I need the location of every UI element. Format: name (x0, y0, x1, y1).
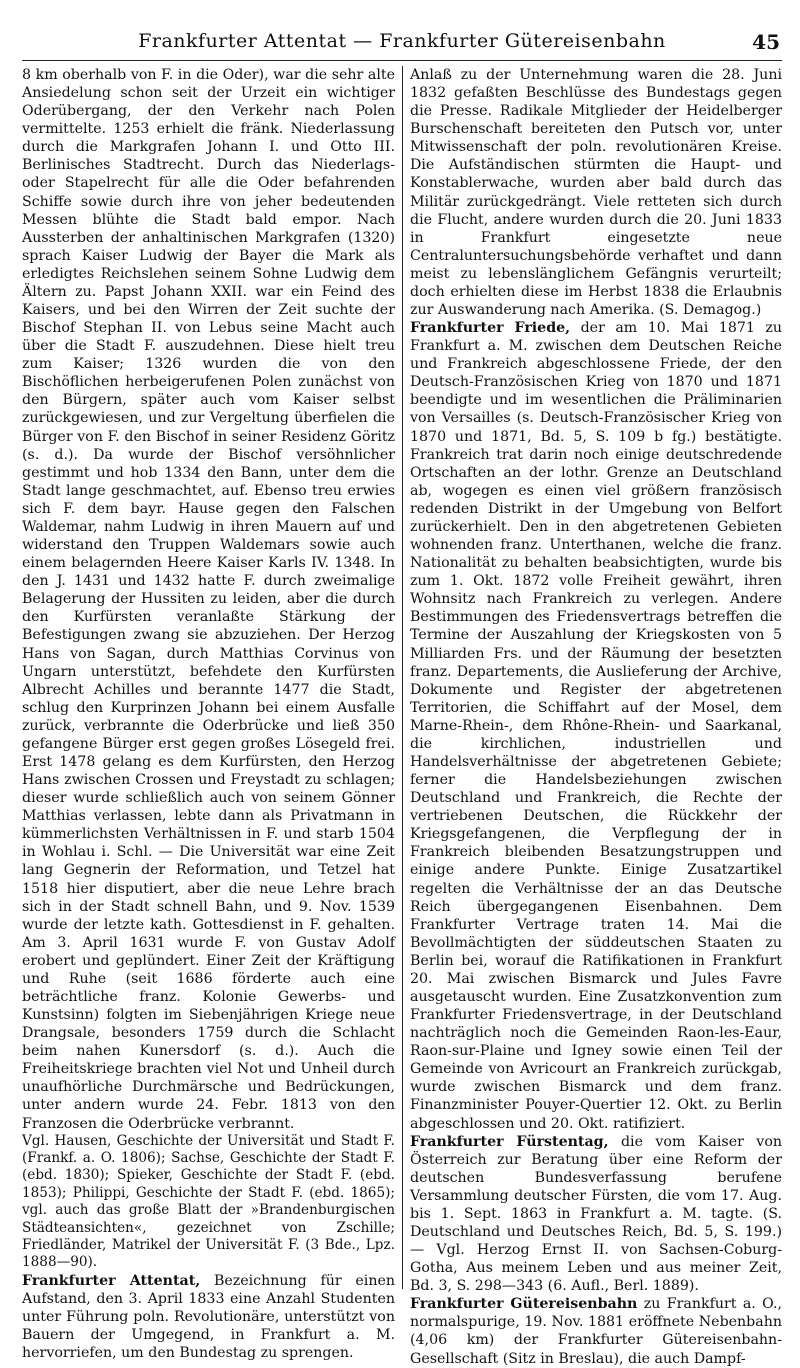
entry-term-guetereisenbahn: Frankfurter Gütereisenbahn (410, 1296, 638, 1313)
literature-references: Vgl. Hausen, Geschichte der Universität und Stadt F. (Frankf. a. O. 1806); Sachse, Geschichte der Stadt F. (ebd. 1830); Spieker, Geschichte der Stadt F. (ebd. 1853); Philippi, Geschichte der Stadt F. (ebd. 1865); vgl. auch das große Blatt der »Brandenburgischen Städteansichten«, gezeichnet von Zschille; Friedländer, Matrikel der Universität F. (3 Bde., Lpz. 1888—90). (22, 1132, 395, 1271)
left-column (22, 66, 402, 1362)
page-number: 45 (752, 30, 780, 54)
entry-text-guetereisenbahn: zu Frankfurt a. O., normalspurige, 19. Nov. 1881 eröffnete Nebenbahn (4,06 km) der Frankfurter Gütereisenbahn-Gesellschaft (Sitz in Breslau), die auch Dampf- (410, 1296, 782, 1367)
entry-text-friede: der am 10. Mai 1871 zu Frankfurt a. M. zwischen dem Deutschen Reiche und Frankreich abgeschlossene Friede, der den Deutsch-Französischen Krieg von 1870 und 1871 beendigte und im wesentlichen die Präliminarien von Versailles (s. Deutsch-Französischer Krieg von 1870 und 1871, Bd. 5, S. 109 b fg.) bestätigte. Frankreich trat darin noch einige deutschredende Ortschaften an der lothr. Grenze an Deutschland ab, wogegen es einen viel größern französisch redenden Distrikt in der Umgebung von Belfort zurückerhielt. Den in den abgetretenen Gebieten wohnenden franz. Unterthanen, welche die franz. Nationalität zu behalten beabsichtigten, wurde bis zum 1. Okt. 1872 volle Freiheit gewährt, ihren Wohnsitz nach Frankreich zu verlegen. Andere Bestimmungen des Friedensvertrags betreffen die Termine der Auszahlung der Kriegskosten von 5 Milliarden Frs. und der Räumung der besetzten franz. Departements, die Auslieferung der Archive, Dokumente und Register der abgetretenen Territorien, die Schiffahrt auf der Mosel, dem Marne-Rhein-, dem Rhône-Rhein- und Saarkanal, die kirchlichen, industriellen und Handelsverhältnisse der abgetretenen Gebiete; ferner die Handelsbeziehungen zwischen Deutschland und Frankreich, die Rechte der vertriebenen Deutschen, die Rückkehr der Kriegsgefangenen, die Verpflegung der in Frankreich bleibenden Besatzungstruppen und einige andere Punkte. Einige Zusatzartikel regelten die Verhältnisse der an das Deutsche Reich übergegangenen Eisenbahnen. Dem Frankfurter Vertrage traten 14. Mai die Bevollmächtigten der süddeutschen Staaten zu Berlin bei, worauf die Ratifikationen in Frankfurt 20. Mai zwischen Bismarck und Jules Favre ausgetauscht wurden. Eine Zusatzkonvention zum Frankfurter Friedensvertrage, in der Deutschland nachträglich noch die Gemeinden Raon-les-Eaur, Raon-sur-Plaine und Igney sowie einen Teil der Gemeinde von Avricourt an Frankreich zurückgab, wurde zwischen Bismarck und dem franz. Finanzminister Pouyer-Quertier 12. Okt. zu Berlin abgeschlossen und 20. Okt. ratifiziert. (410, 320, 782, 1132)
entry-frankfurter-attentat (22, 1272, 395, 1362)
text-columns (22, 66, 782, 1367)
entry-term-friede: Frankfurter Friede, (410, 320, 571, 337)
entry-text-fuerstentag: die vom Kaiser von Österreich zur Beratung über eine Reform der deutschen Bundesverfassung berufene Versammlung deutscher Fürsten, die vom 17. Aug. bis 1. Sept. 1863 in Frankfurt a. M. tagte. (S. Deutschland und Deutsches Reich, Bd. 5, S. 199.) — Vgl. Herzog Ernst II. von Sachsen-Coburg-Gotha, Aus meinem Leben und aus meiner Zeit, Bd. 3, S. 298—343 (6. Aufl., Berl. 1889). (410, 1133, 782, 1295)
entry-term-fuerstentag: Frankfurter Fürstentag, (410, 1133, 609, 1150)
running-title: Frankfurter Attentat — Frankfurter Gütereisenbahn (138, 30, 666, 52)
entry-continuation-attentat: Anlaß zu der Unternehmung waren die 28. Juni 1832 gefaßten Beschlüsse des Bundestags gegen die Presse. Radikale Mitglieder der Heidelberger Burschenschaft bereiteten den Putsch vor, unter Mitwissenschaft der poln. revolutionären Kreise. Die Aufständischen stürmten die Haupt- und Konstablerwache, wurden aber bald durch das Militär zurückgedrängt. Viele retteten sich durch die Flucht, andere wurden durch die 20. Juni 1833 in Frankfurt eingesetzte neue Centraluntersuchungsbehörde verhaftet und dann meist zu lebenslänglichem Gefängnis verurteilt; doch erhielten diese im Herbst 1838 die Erlaubnis zur Auswanderung nach Amerika. (S. Demagog.) (410, 67, 782, 319)
entry-frankfurter-friede (410, 319, 782, 1133)
right-column (402, 66, 782, 1367)
page-header (22, 26, 782, 61)
entry-continuation-frankfurt-history: 8 km oberhalb von F. in die Oder), war die sehr alte Ansiedelung schon seit der Urzeit ein wichtiger Oderübergang, der den Verkehr nach Polen vermittelte. 1253 erhielt die fränk. Niederlassung durch die Markgrafen Johann I. und Otto III. Berlinisches Stadtrecht. Durch das Niederlags- oder Stapelrecht für alle die Oder befahrenden Schiffe sowie durch ihre von jeher bedeutenden Messen blühte die Stadt bald empor. Nach Aussterben der anhaltinischen Markgrafen (1320) sprach Kaiser Ludwig der Bayer die Mark als erledigtes Reichslehen seinem Sohne Ludwig dem Ältern zu. Papst Johann XXII. war ein Feind des Kaisers, und bei den Wirren der Zeit suchte der Bischof Stephan II. von Lebus seine Macht auch über die Stadt F. auszudehnen. Diese hielt treu zum Kaiser; 1326 wurden die von den Bischöflichen herbeigerufenen Polen zunächst von den Bürgern, später auch vom Kaiser selbst zurückgewiesen, und zur Vergeltung überfielen die Bürger von F. den Bischof in seiner Residenz Göritz (s. d.). Da wurde der Bischof versöhnlicher gestimmt und hob 1334 den Bann, unter dem die Stadt lange geschmachtet, auf. Ebenso treu erwies sich F. dem bayr. Hause gegen den Falschen Waldemar, nahm Ludwig in ihren Mauern auf und widerstand den Truppen Waldemars sowie auch einem belagernden Heere Kaiser Karls IV. 1348. In den J. 1431 und 1432 hatte F. durch zweimalige Belagerung der Hussiten zu leiden, aber die durch den Kurfürsten veranlaßte Stärkung der Befestigungen zwang sie abzuziehen. Der Herzog Hans von Sagan, durch Matthias Corvinus von Ungarn unterstützt, befehdete den Kurfürsten Albrecht Achilles und berannte 1477 die Stadt, schlug den Kurprinzen Johann bei einem Ausfalle zurück, verbrannte die Oderbrücke und ließ 350 gefangene Bürger erst gegen großes Lösegeld frei. Erst 1478 gelang es dem Kurfürsten, den Herzog Hans zwischen Crossen und Freystadt zu schlagen; dieser wurde schließlich auch von seinem Gönner Matthias verlassen, lebte dann als Privatmann in kümmerlichsten Verhältnissen in F. und starb 1504 in Wohlau i. Schl. — Die Universität war eine Zeit lang Gegnerin der Reformation, und Tetzel hat 1518 hier disputiert, aber die neue Lehre brach sich in der Stadt schnell Bahn, und 9. Nov. 1539 wurde der letzte kath. Gottesdienst in F. gehalten. Am 3. April 1631 wurde F. von Gustav Adolf erobert und geplündert. Einer Zeit der Kräftigung und Ruhe (seit 1686 förderte auch eine beträchtliche franz. Kolonie Gewerbs- und Kunstsinn) folgten im Siebenjährigen Kriege neue Drangsale, besonders 1759 durch die Schlacht beim nahen Kunersdorf (s. d.). Auch die Freiheitskriege brachten viel Not und Unheil durch unaufhörliche Durchmärsche und Bedrückungen, unter andern wurde 24. Febr. 1813 von den Franzosen die Oderbrücke verbrannt. (22, 67, 395, 1132)
entry-frankfurter-fuerstentag (410, 1133, 782, 1296)
entry-text-attentat: Bezeichnung für einen Aufstand, den 3. April 1833 eine Anzahl Studenten unter Führung poln. Revolutionäre, unterstützt von Bauern der Umgegend, in Frankfurt a. M. hervorriefen, um den Bundestag zu sprengen. (22, 1272, 395, 1362)
entry-frankfurter-guetereisenbahn (410, 1295, 782, 1367)
entry-term-attentat: Frankfurter Attentat, (22, 1272, 201, 1289)
